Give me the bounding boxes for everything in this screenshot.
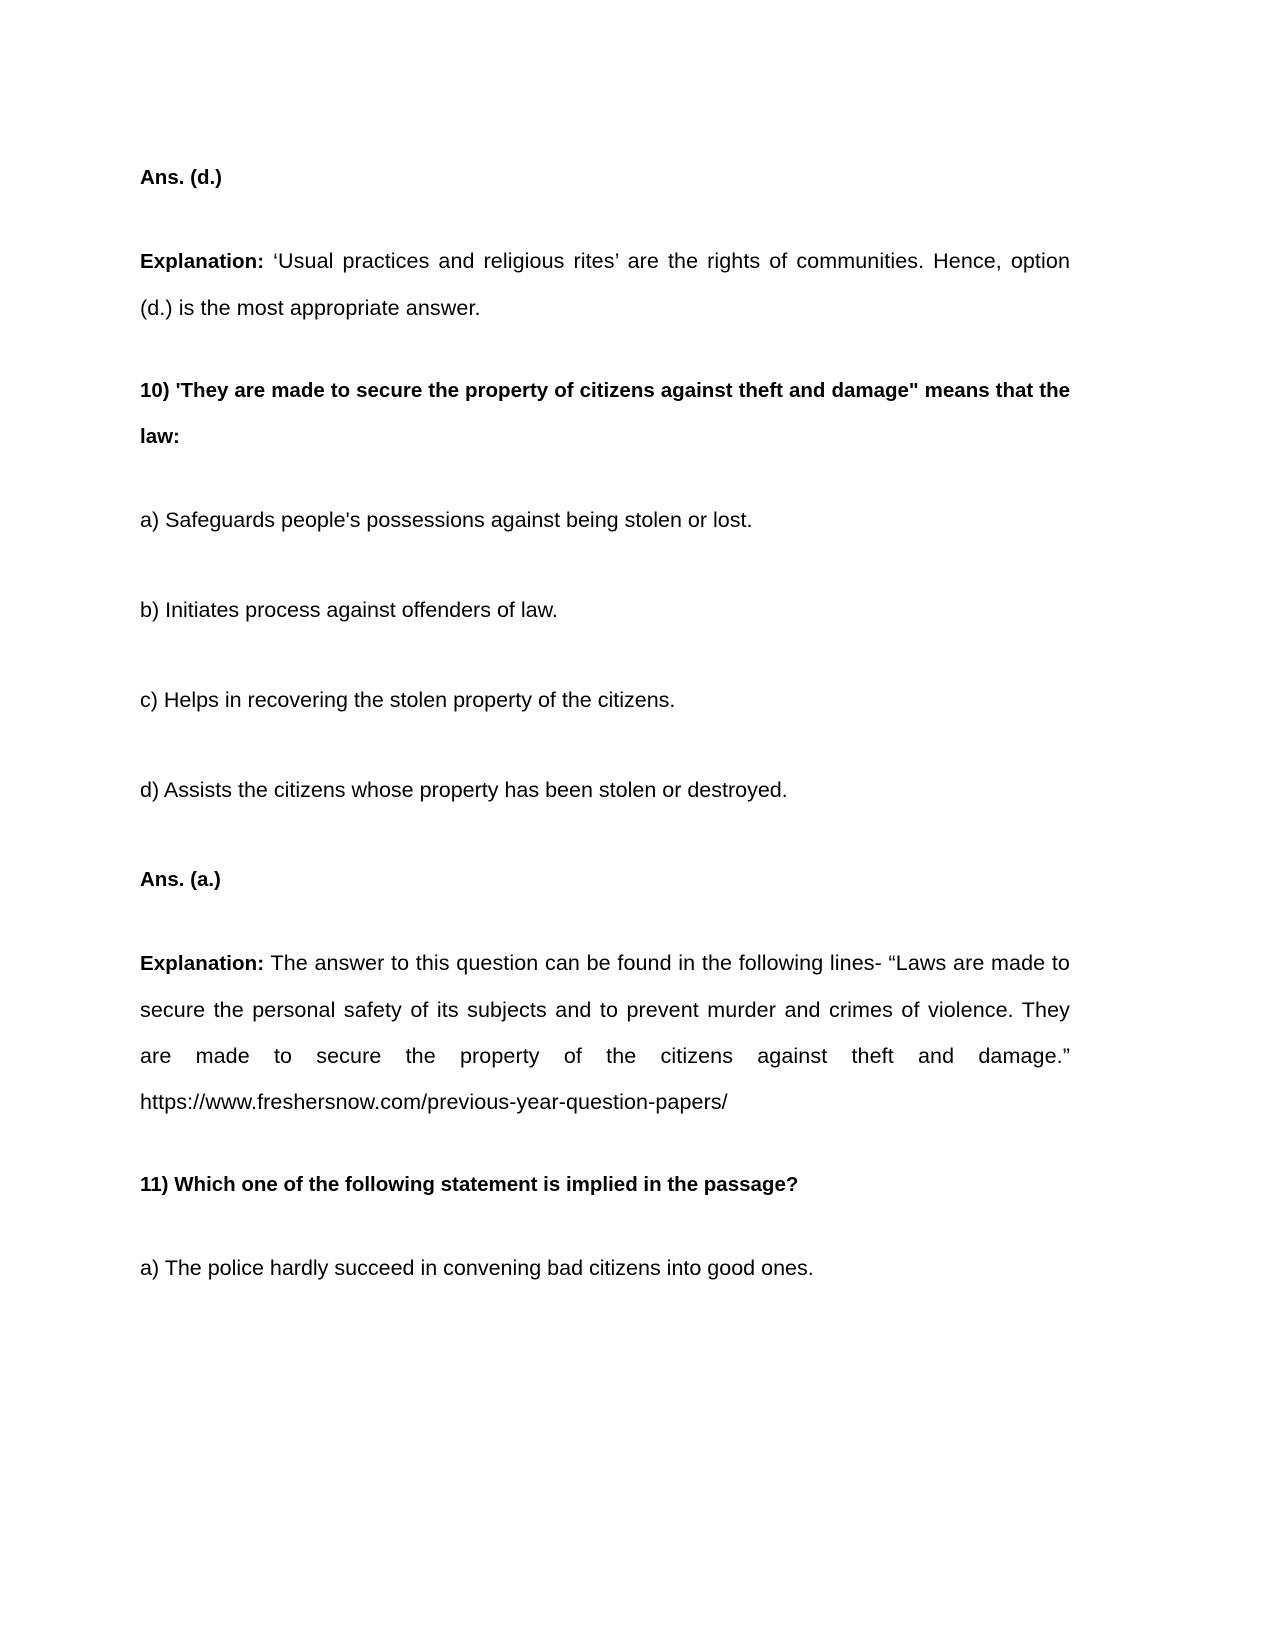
explanation-label-q9: Explanation: bbox=[140, 250, 265, 273]
question-11-heading: 11) Which one of the following statement is implied in the passage? bbox=[140, 1173, 799, 1196]
answer-line-q9: Ans. (d.) bbox=[140, 166, 222, 189]
explanation-paragraph-q10 bbox=[140, 940, 1070, 1125]
explanation-label-q10: Explanation: bbox=[140, 952, 265, 975]
explanation-text-q10: The answer to this question can be found in the following lines- “Laws are made to secure the personal safety of its subjects and to prevent murder and crimes of violence. They are made to secure the property of the citizens against theft and damage.” https://www.freshersnow.com/previous-year-question-papers/ bbox=[140, 951, 1070, 1114]
question-10-option-b: b) Initiates process against offenders of law. bbox=[140, 598, 558, 622]
question-10-option-d: d) Assists the citizens whose property has been stolen or destroyed. bbox=[140, 778, 788, 802]
answer-line-q10: Ans. (a.) bbox=[140, 868, 221, 891]
question-11-option-a: a) The police hardly succeed in convening bad citizens into good ones. bbox=[140, 1256, 814, 1280]
explanation-text-q9: ‘Usual practices and religious rites’ are the rights of communities. Hence, option (d.) is the most appropriate answer. bbox=[140, 249, 1070, 320]
question-10-option-a: a) Safeguards people's possessions against being stolen or lost. bbox=[140, 508, 753, 532]
explanation-paragraph-q9 bbox=[140, 238, 1070, 331]
question-10-option-c: c) Helps in recovering the stolen property of the citizens. bbox=[140, 688, 676, 712]
question-10-heading: 10) 'They are made to secure the property of citizens against theft and damage" means that the law: bbox=[140, 379, 1070, 448]
document-content bbox=[140, 155, 1070, 1335]
